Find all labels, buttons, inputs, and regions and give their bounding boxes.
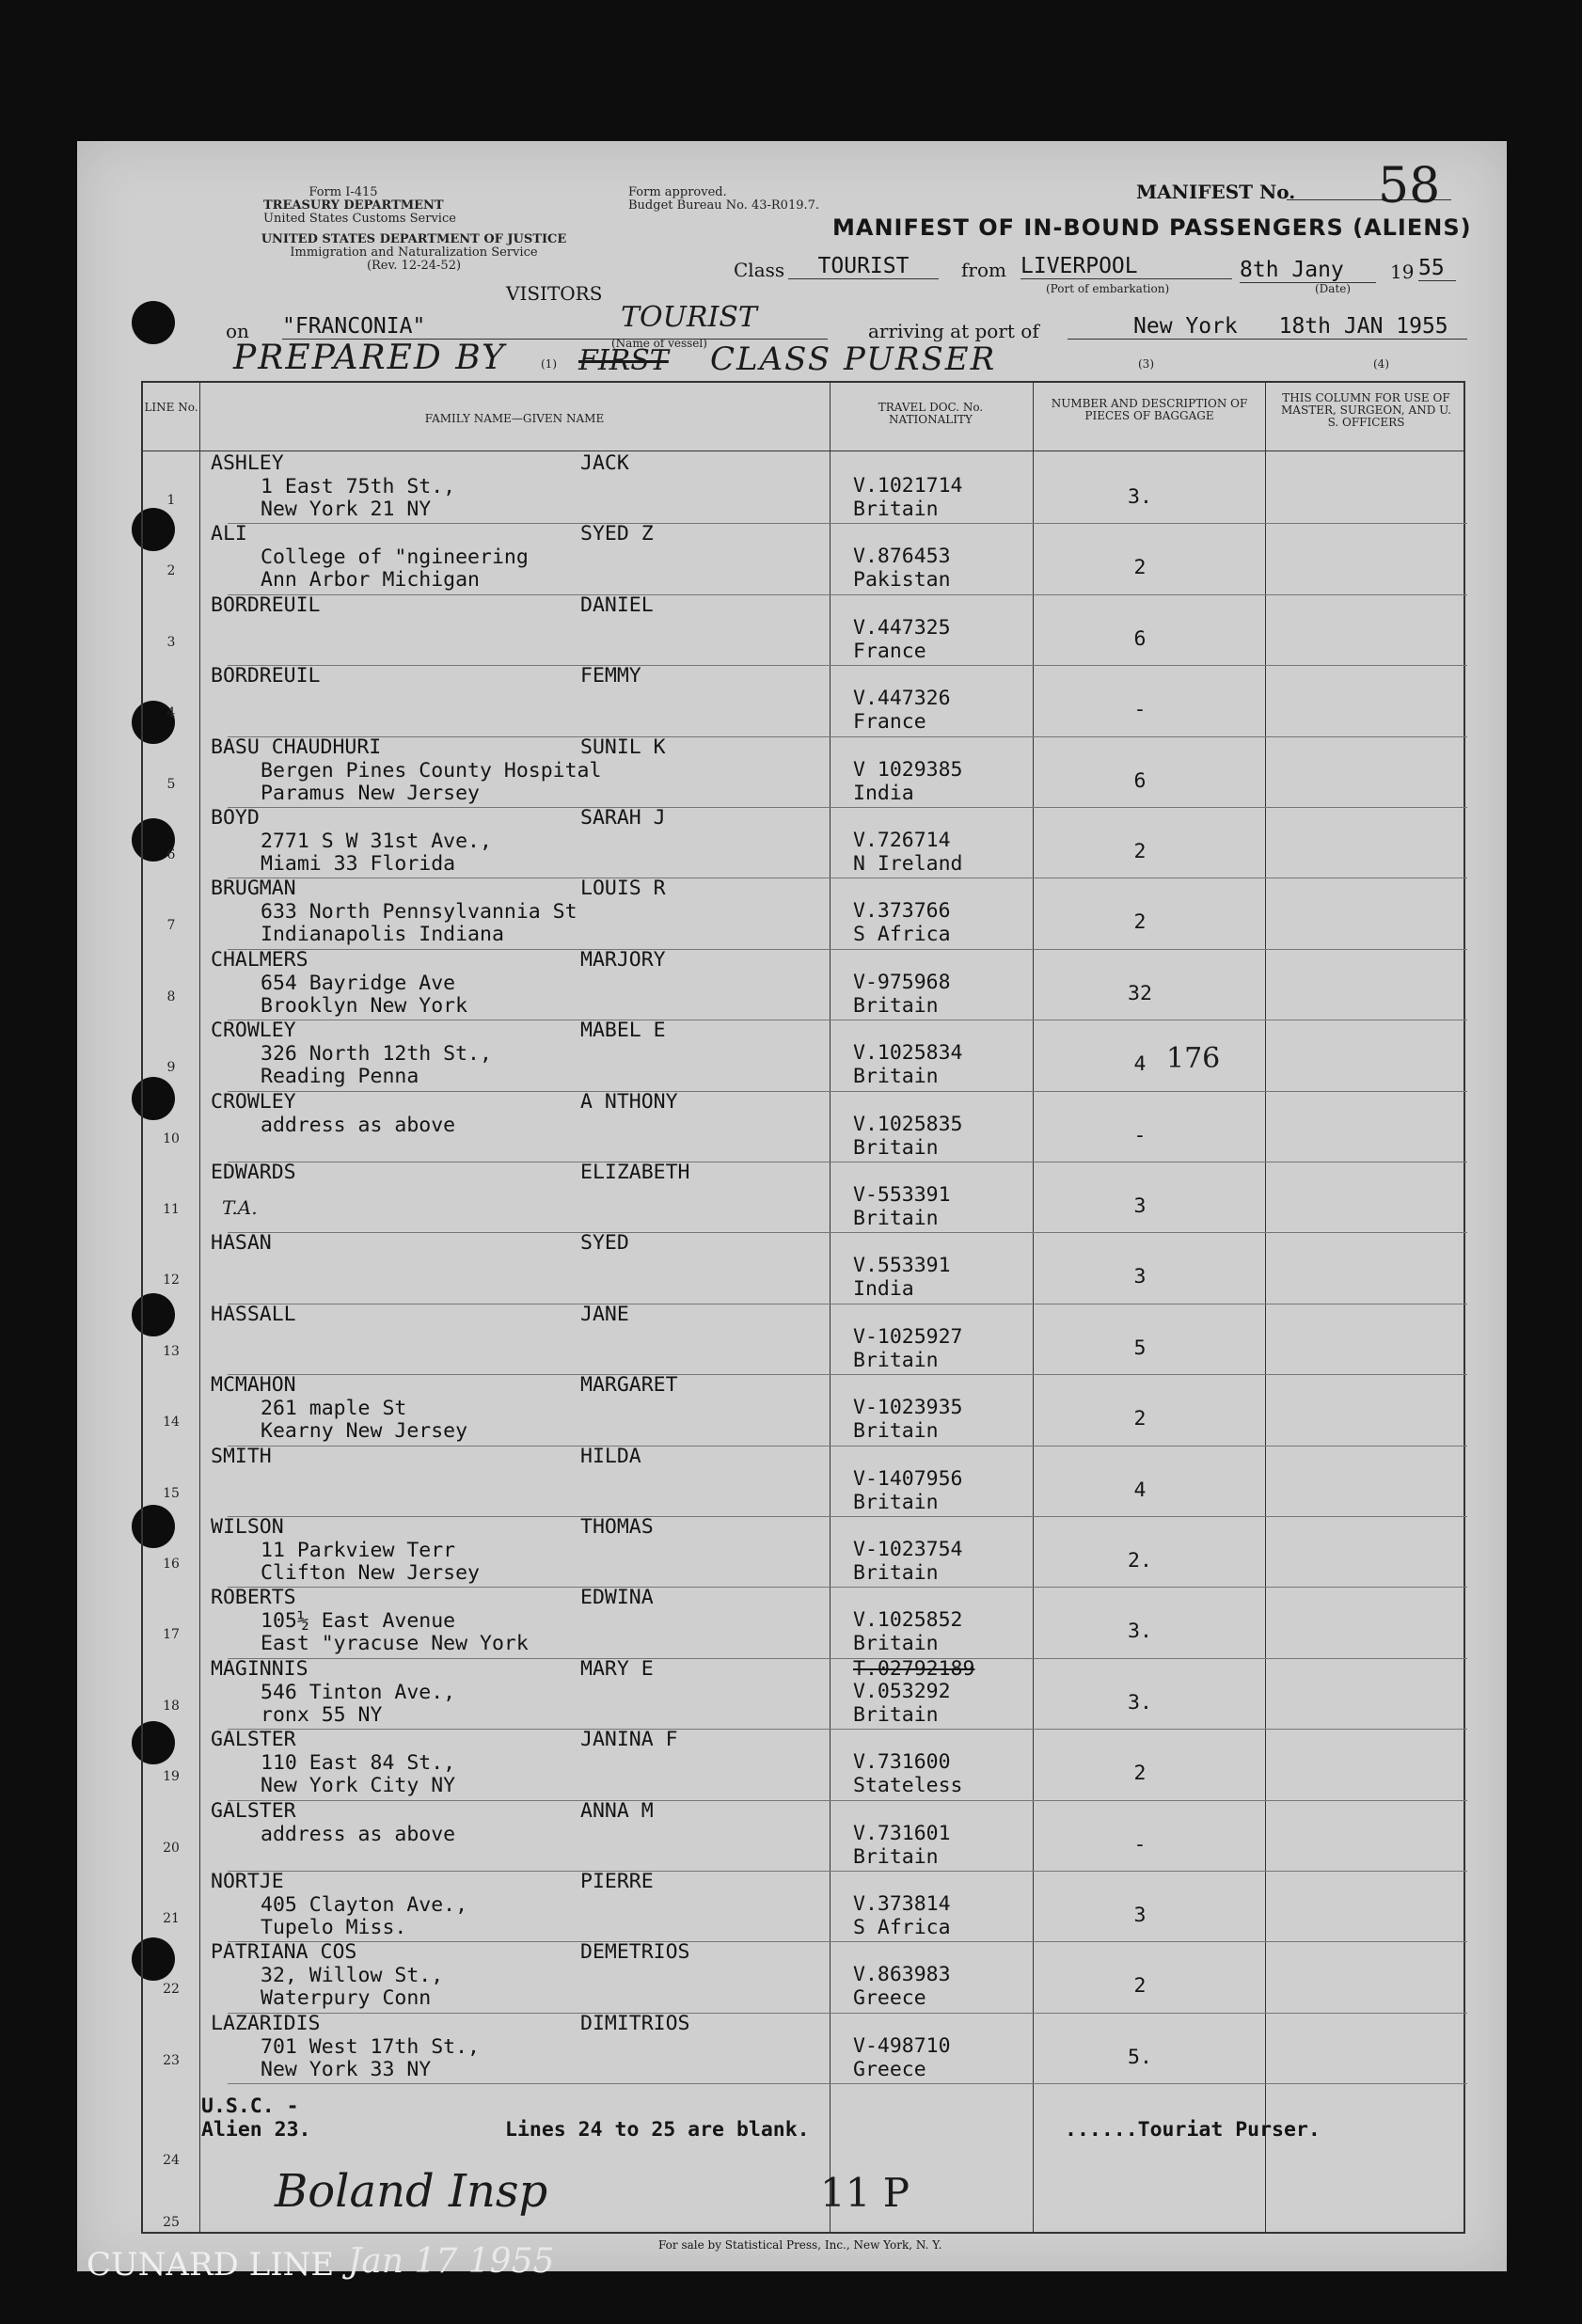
travel-doc-number: V.1025834 — [853, 1041, 963, 1066]
address-line: Reading Penna — [261, 1065, 419, 1089]
address-line: New York City NY — [261, 1774, 456, 1798]
arrival-port: New York 18th JAN 1955 — [1068, 314, 1467, 340]
address-line: 326 North 12th St., — [261, 1042, 492, 1067]
row-rule — [228, 1941, 1467, 1942]
approval-block: Form approved. Budget Bureau No. 43-R019.7. — [628, 185, 820, 213]
line-number: 25 — [163, 2215, 180, 2230]
family-name: BORDREUIL — [211, 664, 321, 688]
travel-doc-number: V-1025927 — [853, 1324, 963, 1349]
family-name: BASU CHAUDHURI — [211, 735, 382, 759]
address-line: 633 North Pennsylvannia St — [261, 900, 577, 925]
printer-line: For sale by Statistical Press, Inc., New York, N. Y. — [658, 2238, 942, 2252]
line-number: 22 — [163, 1982, 180, 1998]
travel-doc-number: V.876453 — [853, 545, 951, 569]
departure-date: 8th Jany — [1240, 258, 1376, 283]
row-rule — [228, 1232, 1467, 1233]
class-label: Class — [734, 259, 785, 281]
address-line: 105½ East Avenue — [261, 1609, 456, 1634]
baggage-count: 6 — [1133, 768, 1147, 793]
given-name: HILDA — [580, 1444, 641, 1468]
given-name: MABEL E — [580, 1019, 666, 1043]
row-rule — [228, 1658, 1467, 1659]
blank-lines-text: Lines 24 to 25 are blank. — [505, 2118, 810, 2142]
address-line: address as above — [261, 1822, 456, 1846]
line-number: 15 — [163, 1485, 180, 1501]
address-line: 2771 S W 31st Ave., — [261, 830, 492, 853]
travel-doc-number: V.863983 — [853, 1963, 951, 1987]
travel-doc-number: V 1029385 — [853, 757, 963, 782]
address-line: Bergen Pines County Hospital — [261, 758, 602, 783]
travel-doc-number: V-498710 — [853, 2033, 951, 2058]
address-line: 654 Bayridge Ave — [261, 971, 456, 995]
inspector-signature: Boland Insp — [275, 2165, 548, 2218]
travel-doc-number: V.373814 — [853, 1892, 951, 1916]
family-name: NORTJE — [211, 1870, 284, 1893]
address-line: 546 Tinton Ave., — [261, 1680, 456, 1704]
ta-mark: T.A. — [222, 1196, 258, 1219]
row-rule — [228, 2013, 1467, 2014]
line-number: 6 — [166, 847, 176, 862]
nationality: Greece — [853, 2057, 926, 2081]
line-number: 11 — [163, 1202, 180, 1217]
year-label: 19 — [1390, 261, 1415, 283]
row-rule — [228, 665, 1467, 666]
col-header-line: LINE No. — [144, 401, 198, 414]
col-header-baggage: NUMBER AND DESCRIPTION OF PIECES OF BAGGAGE — [1051, 397, 1248, 422]
address-line: Paramus New Jersey — [261, 781, 480, 805]
nationality: S Africa — [853, 923, 951, 947]
row-rule — [228, 523, 1467, 524]
address-line: 701 West 17th St., — [261, 2034, 480, 2059]
col-divider — [1033, 383, 1034, 2232]
travel-doc-number: V.731601 — [853, 1821, 951, 1845]
family-name: BORDREUIL — [211, 593, 321, 617]
baggage-count: 3. — [1128, 485, 1152, 509]
manifest-title: MANIFEST OF IN-BOUND PASSENGERS (ALIENS) — [832, 214, 1472, 241]
row-rule — [228, 949, 1467, 950]
address-line: 261 maple St — [261, 1397, 407, 1421]
address-line: 1 East 75th St., — [261, 475, 456, 498]
travel-doc-number: V.553391 — [853, 1254, 951, 1278]
given-name: SYED — [580, 1231, 629, 1256]
baggage-count: 2 — [1133, 910, 1147, 935]
baggage-count: 3 — [1133, 1194, 1147, 1218]
travel-doc-number: V.447326 — [853, 687, 951, 711]
line-number: 9 — [166, 1060, 176, 1076]
baggage-count: 4 — [1133, 1052, 1147, 1077]
baggage-count: 2 — [1133, 1407, 1147, 1431]
line-number: 8 — [166, 988, 176, 1004]
nationality: Britain — [853, 993, 939, 1018]
family-name: MAGINNIS — [211, 1656, 308, 1681]
agency-block: UNITED STATES DEPARTMENT OF JUSTICE Immigration and Naturalization Service (Rev. 12-24-52) — [261, 232, 567, 273]
address-line: Miami 33 Florida — [261, 852, 456, 876]
family-name: MCMAHON — [211, 1373, 296, 1398]
col-header-officers: THIS COLUMN FOR USE OF MASTER, SURGEON, AND U. S. OFFICERS — [1281, 391, 1451, 429]
given-name: SARAH J — [580, 806, 666, 830]
manifest-no-label: MANIFEST No. — [1136, 181, 1296, 203]
row-rule — [228, 1871, 1467, 1872]
outside-note: CUNARD LINE — [87, 2246, 335, 2284]
travel-doc-number: V.1025835 — [853, 1112, 963, 1136]
line-number: 13 — [163, 1343, 180, 1359]
caption-3: (3) — [1138, 357, 1154, 371]
nationality: Britain — [853, 1844, 939, 1869]
baggage-count: 2. — [1128, 1549, 1152, 1573]
address-line: Waterpury Conn — [261, 1986, 432, 2011]
baggage-count: 2 — [1133, 1762, 1147, 1786]
family-name: LAZARIDIS — [211, 2011, 321, 2035]
baggage-count: - — [1133, 698, 1147, 722]
nationality: India — [853, 1277, 914, 1302]
struck-first: FIRST — [578, 344, 669, 377]
given-name: ANNA M — [580, 1798, 654, 1823]
given-name: SUNIL K — [580, 735, 666, 759]
nationality: Britain — [853, 498, 939, 521]
line-number: 14 — [163, 1415, 180, 1431]
given-name: DIMITRIOS — [580, 2011, 690, 2035]
nationality: Britain — [853, 1419, 939, 1444]
given-name: MARJORY — [580, 947, 666, 972]
family-name: ROBERTS — [211, 1586, 296, 1610]
family-name: CROWLEY — [211, 1019, 296, 1043]
family-name: SMITH — [211, 1444, 272, 1468]
col-header-travel: TRAVEL DOC. No. NATIONALITY — [878, 401, 984, 426]
given-name: JACK — [580, 451, 629, 475]
address-line: Ann Arbor Michigan — [261, 568, 480, 593]
line-number: 12 — [163, 1273, 180, 1288]
given-name: EDWINA — [580, 1586, 654, 1610]
col-divider — [199, 383, 200, 2232]
nationality: Greece — [853, 1986, 926, 2011]
baggage-count: 3. — [1128, 1690, 1152, 1715]
purser-text: ......Touriat Purser. — [1065, 2118, 1321, 2142]
address-line: College of "ngineering — [261, 545, 529, 570]
row-rule — [228, 1516, 1467, 1517]
class-value: TOURIST — [788, 254, 939, 279]
nationality: S Africa — [853, 1916, 951, 1939]
given-name: FEMMY — [580, 664, 641, 688]
nationality: Britain — [853, 1490, 939, 1514]
family-name: HASAN — [211, 1231, 272, 1256]
baggage-count: 3 — [1133, 1265, 1147, 1289]
nationality: Britain — [853, 1348, 939, 1372]
address-line: 32, Willow St., — [261, 1964, 444, 1988]
row-rule — [228, 736, 1467, 737]
prepared-role: CLASS PURSER — [710, 340, 997, 378]
travel-doc-number: V-1023935 — [853, 1396, 963, 1420]
family-name: BOYD — [211, 806, 260, 830]
family-name: CHALMERS — [211, 947, 308, 972]
line-number: 7 — [166, 918, 176, 934]
baggage-count: 5 — [1133, 1336, 1147, 1360]
row-rule — [228, 2083, 1467, 2084]
address-line: East "yracuse New York — [261, 1632, 529, 1656]
nationality: Britain — [853, 1632, 939, 1656]
baggage-count: 5. — [1128, 2045, 1152, 2069]
baggage-count: - — [1133, 1123, 1147, 1147]
line-number: 1 — [166, 493, 176, 508]
travel-doc-number: V-553391 — [853, 1183, 951, 1207]
vessel-caption: (Name of vessel) — [611, 337, 707, 350]
family-name: BRUGMAN — [211, 877, 296, 901]
given-name: MARY E — [580, 1656, 654, 1681]
nationality: France — [853, 710, 926, 735]
caption-4: (4) — [1373, 357, 1389, 371]
given-name: SYED Z — [580, 522, 654, 546]
address-line: 405 Clayton Ave., — [261, 1893, 468, 1917]
family-name: CROWLEY — [211, 1089, 296, 1114]
given-name: JANE — [580, 1302, 629, 1326]
line-number: 10 — [163, 1130, 180, 1146]
line-number: 18 — [163, 1698, 180, 1714]
given-name: THOMAS — [580, 1515, 654, 1539]
family-name: GALSTER — [211, 1798, 296, 1823]
prepared-by: PREPARED BY — [233, 339, 506, 377]
travel-doc-number: V.447325 — [853, 615, 951, 640]
row-rule — [228, 1729, 1467, 1730]
given-name: PIERRE — [580, 1870, 654, 1893]
address-line: Clifton New Jersey — [261, 1561, 480, 1585]
baggage-count: 2 — [1133, 556, 1147, 580]
given-name: DEMETRIOS — [580, 1940, 690, 1965]
row-rule — [228, 1091, 1467, 1092]
address-line: Indianapolis Indiana — [261, 923, 504, 947]
baggage-count: 4 — [1133, 1478, 1147, 1502]
family-name: ASHLEY — [211, 451, 284, 475]
col-header-name: FAMILY NAME—GIVEN NAME — [424, 412, 605, 425]
travel-doc-number: V.1025852 — [853, 1608, 963, 1633]
given-name: DANIEL — [580, 593, 654, 617]
line-number: 24 — [163, 2153, 180, 2168]
address-line: 11 Parkview Terr — [261, 1539, 456, 1562]
address-line: New York 21 NY — [261, 498, 432, 521]
row-rule — [228, 594, 1467, 595]
nationality: Britain — [853, 1702, 939, 1727]
row-rule — [228, 1800, 1467, 1801]
baggage-count: 6 — [1133, 626, 1147, 651]
port-of-embarkation: LIVERPOOL — [1020, 254, 1232, 279]
nationality: India — [853, 781, 914, 805]
given-name: JANINA F — [580, 1728, 678, 1752]
struck-doc-number: T.02792189 — [853, 1656, 975, 1681]
col-divider — [1265, 383, 1266, 2232]
nationality: Britain — [853, 1561, 939, 1585]
line-number: 17 — [163, 1627, 180, 1643]
row-rule — [228, 807, 1467, 808]
line-number: 3 — [166, 634, 176, 650]
caption-1: (1) — [541, 357, 557, 371]
address-line: 110 East 84 St., — [261, 1751, 456, 1776]
travel-doc-number: V.731600 — [853, 1750, 951, 1775]
nationality: N Ireland — [853, 852, 963, 876]
line-number: 2 — [166, 563, 176, 579]
address-line: Kearny New Jersey — [261, 1419, 468, 1444]
given-name: MARGARET — [580, 1373, 678, 1398]
row-rule — [228, 1446, 1467, 1447]
travel-doc-number: V-1407956 — [853, 1466, 963, 1491]
given-name: LOUIS R — [580, 877, 666, 901]
outside-date: Jan 17 1955 — [348, 2242, 555, 2281]
nationality: Britain — [853, 1135, 939, 1160]
address-line: ronx 55 NY — [261, 1702, 383, 1727]
travel-doc-number: V.373766 — [853, 899, 951, 924]
nationality: Pakistan — [853, 568, 951, 593]
visitors-label: VISITORS — [506, 282, 603, 305]
port-caption: (Port of embarkation) — [1046, 282, 1170, 295]
family-name: GALSTER — [211, 1728, 296, 1752]
nationality: Stateless — [853, 1774, 963, 1798]
baggage-count: 3 — [1133, 1904, 1147, 1927]
address-line: New York 33 NY — [261, 2057, 432, 2081]
nationality: Britain — [853, 1207, 939, 1230]
line-number: 5 — [166, 776, 176, 792]
col-divider — [830, 383, 831, 2232]
row-rule — [228, 1374, 1467, 1375]
baggage-count: - — [1133, 1832, 1147, 1857]
line-number: 4 — [166, 705, 176, 721]
nationality: Britain — [853, 1065, 939, 1089]
family-name: HASSALL — [211, 1302, 296, 1326]
class-correction: TOURIST — [621, 301, 757, 334]
signature-mark: 11 P — [820, 2170, 910, 2216]
arriving-label: arriving at port of — [868, 320, 1039, 342]
from-label: from — [961, 259, 1006, 281]
address-line: Brooklyn New York — [261, 993, 468, 1018]
family-name: EDWARDS — [211, 1161, 296, 1184]
baggage-count: 2 — [1133, 1974, 1147, 1999]
line-number: 21 — [163, 1911, 180, 1926]
address-line: address as above — [261, 1113, 456, 1137]
travel-doc-number: V-975968 — [853, 970, 951, 994]
line-number: 20 — [163, 1840, 180, 1856]
baggage-count: 32 — [1128, 981, 1152, 1005]
address-line: Tupelo Miss. — [261, 1916, 407, 1939]
row-rule — [228, 1587, 1467, 1588]
baggage-count: 3. — [1128, 1620, 1152, 1644]
row-rule — [228, 877, 1467, 878]
travel-doc-number: V.1021714 — [853, 474, 963, 498]
line-number: 16 — [163, 1557, 180, 1572]
punch-hole — [132, 301, 175, 344]
line-number: 19 — [163, 1769, 180, 1785]
manifest-no-value: 58 — [1378, 158, 1441, 214]
year-value: 55 — [1418, 256, 1456, 281]
family-name: PATRIANA COS — [211, 1940, 357, 1965]
officer-note: 176 — [1166, 1042, 1221, 1075]
given-name: A NTHONY — [580, 1089, 678, 1114]
date-caption: (Date) — [1315, 282, 1352, 295]
line-number: 23 — [163, 2052, 180, 2068]
travel-doc-number: V.726714 — [853, 829, 951, 852]
vessel-name: "FRANCONIA" — [282, 314, 828, 340]
baggage-count: 2 — [1133, 840, 1147, 863]
form-block: Form I-415 TREASURY DEPARTMENT United States Customs Service — [263, 185, 456, 226]
travel-doc-number: V-1023754 — [853, 1538, 963, 1561]
passenger-table — [141, 381, 1465, 2234]
family-name: ALI — [211, 522, 247, 546]
travel-doc-number: V.053292 — [853, 1679, 951, 1703]
given-name: ELIZABETH — [580, 1161, 690, 1184]
footer-left-note: U.S.C. - Alien 23. — [201, 2095, 311, 2142]
on-label: on — [226, 320, 249, 342]
family-name: WILSON — [211, 1515, 284, 1539]
nationality: France — [853, 639, 926, 663]
